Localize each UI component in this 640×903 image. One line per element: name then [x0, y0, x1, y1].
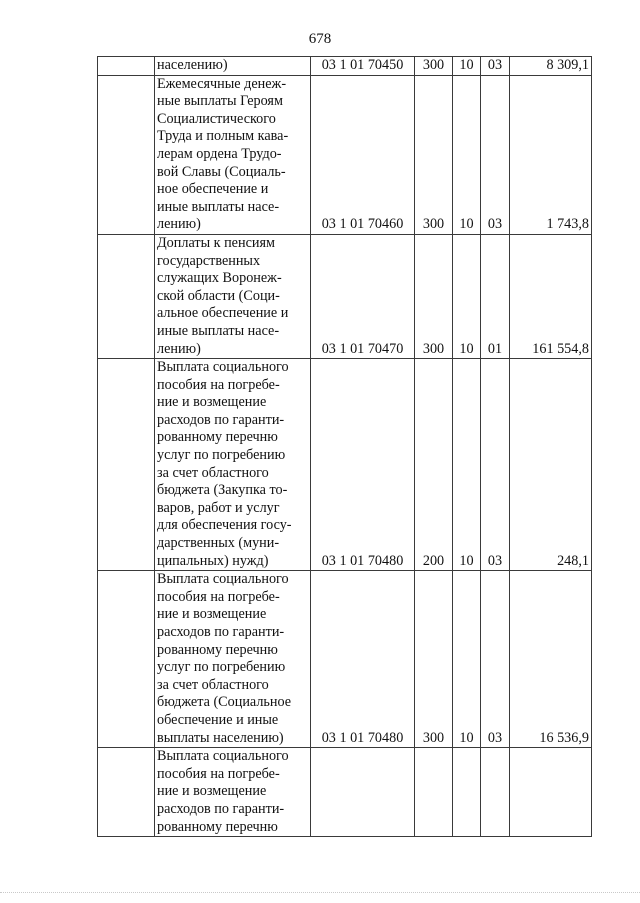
row-number-cell: [98, 359, 155, 571]
item-name-line: услуг по погребению: [157, 659, 286, 676]
row-number-cell: [98, 57, 155, 76]
section-code: 10: [453, 57, 481, 76]
table-row: [98, 359, 592, 571]
expense-type-code: 300: [415, 571, 453, 748]
item-name-cell: [155, 234, 311, 358]
section-code: 10: [453, 234, 481, 358]
row-number-cell: [98, 75, 155, 234]
item-name-cell: [155, 748, 311, 837]
expense-type-code: 300: [415, 234, 453, 358]
item-name-line: расходов по гаранти-: [157, 624, 285, 640]
item-name-line: лерам ордена Трудо-: [157, 145, 282, 162]
item-name-line: за счет областного: [157, 464, 269, 481]
table-row: [98, 57, 592, 76]
item-name-line: Выплата социального: [157, 571, 289, 588]
item-name-line: Выплата социального: [157, 359, 289, 376]
section-code: 10: [453, 359, 481, 571]
item-name-line: для обеспечения госу-: [157, 517, 292, 534]
item-name-line: Доплаты к пенсиям: [157, 234, 275, 251]
item-name-line: Социалистического: [157, 110, 276, 127]
item-name-line: ской области (Соци-: [157, 287, 280, 304]
item-name-line: бюджета (Социальное: [157, 694, 292, 711]
item-name-line: рованному перечню: [157, 641, 278, 658]
item-name-line: дарственных (муни-: [157, 535, 280, 552]
row-number-cell: [98, 748, 155, 837]
expense-type-code: 200: [415, 359, 453, 571]
row-number-cell: [98, 571, 155, 748]
item-name-line: лению): [157, 216, 201, 233]
page-number: 678: [308, 31, 332, 47]
section-code: [453, 748, 481, 837]
item-name-line: обеспечение и иные: [157, 711, 279, 728]
item-name-line: вой Славы (Социаль-: [157, 163, 286, 180]
item-name-line: Труда и полным кава-: [157, 128, 289, 145]
item-name-line: пособия на погребе-: [157, 588, 280, 605]
table-row: [98, 748, 592, 837]
item-name-line: пособия на погребе-: [157, 376, 280, 393]
item-name-line: бюджета (Закупка то-: [157, 482, 288, 499]
budget-table: [97, 56, 592, 837]
item-name-line: ное обеспечение и: [157, 181, 269, 198]
table-row: [98, 234, 592, 358]
item-name-line: альное обеспечение и: [157, 305, 289, 322]
item-name-cell: [155, 571, 311, 748]
subsection-code: [481, 748, 510, 837]
item-name-line: ние и возмещение: [157, 394, 267, 411]
item-name-line: иные выплаты насе-: [157, 198, 280, 215]
amount-cell: 1 743,8: [510, 75, 592, 234]
amount-cell: 8 309,1: [510, 57, 592, 76]
amount-cell: [510, 748, 592, 837]
item-name-line: варов, работ и услуг: [157, 499, 280, 516]
amount-cell: 16 536,9: [510, 571, 592, 748]
page-bottom-edge: [0, 892, 640, 893]
item-name-line: услуг по погребению: [157, 447, 286, 464]
item-name-line: Выплата социального: [157, 748, 289, 765]
amount-cell: 248,1: [510, 359, 592, 571]
item-name-line: иные выплаты насе-: [157, 322, 280, 339]
table-row: [98, 75, 592, 234]
expense-type-code: 300: [415, 75, 453, 234]
target-article-code: 03 1 01 70480: [311, 571, 415, 748]
subsection-code: 03: [481, 75, 510, 234]
item-name-line: расходов по гаранти-: [157, 411, 285, 428]
item-name-line: ние и возмещение: [157, 783, 267, 800]
item-name-cell: [155, 75, 311, 234]
subsection-code: 01: [481, 234, 510, 358]
item-name-line: пособия на погребе-: [157, 765, 280, 782]
item-name-line: населению): [157, 57, 228, 73]
item-name-line: выплаты населению): [157, 729, 284, 746]
item-name-line: ципальных) нужд): [157, 552, 269, 569]
item-name-line: рованному перечню: [157, 429, 278, 446]
target-article-code: 03 1 01 70460: [311, 75, 415, 234]
item-name-line: рованному перечню: [157, 818, 278, 835]
item-name-line: ные выплаты Героям: [157, 93, 283, 110]
item-name-line: государственных: [157, 252, 261, 269]
target-article-code: [311, 748, 415, 837]
expense-type-code: [415, 748, 453, 837]
target-article-code: 03 1 01 70480: [311, 359, 415, 571]
subsection-code: 03: [481, 571, 510, 748]
item-name-cell: [155, 57, 311, 76]
item-name-line: расходов по гаранти-: [157, 800, 285, 817]
expense-type-code: 300: [415, 57, 453, 76]
item-name-line: ние и возмещение: [157, 606, 267, 623]
item-name-line: за счет областного: [157, 676, 269, 693]
subsection-code: 03: [481, 57, 510, 76]
target-article-code: 03 1 01 70450: [311, 57, 415, 76]
section-code: 10: [453, 75, 481, 234]
amount-cell: 161 554,8: [510, 234, 592, 358]
row-number-cell: [98, 234, 155, 358]
item-name-cell: [155, 359, 311, 571]
subsection-code: 03: [481, 359, 510, 571]
item-name-line: Ежемесячные денеж-: [157, 75, 287, 92]
target-article-code: 03 1 01 70470: [311, 234, 415, 358]
budget-table-body: [98, 57, 592, 837]
item-name-line: служащих Воронеж-: [157, 270, 282, 287]
table-row: [98, 571, 592, 748]
item-name-line: лению): [157, 340, 201, 357]
section-code: 10: [453, 571, 481, 748]
